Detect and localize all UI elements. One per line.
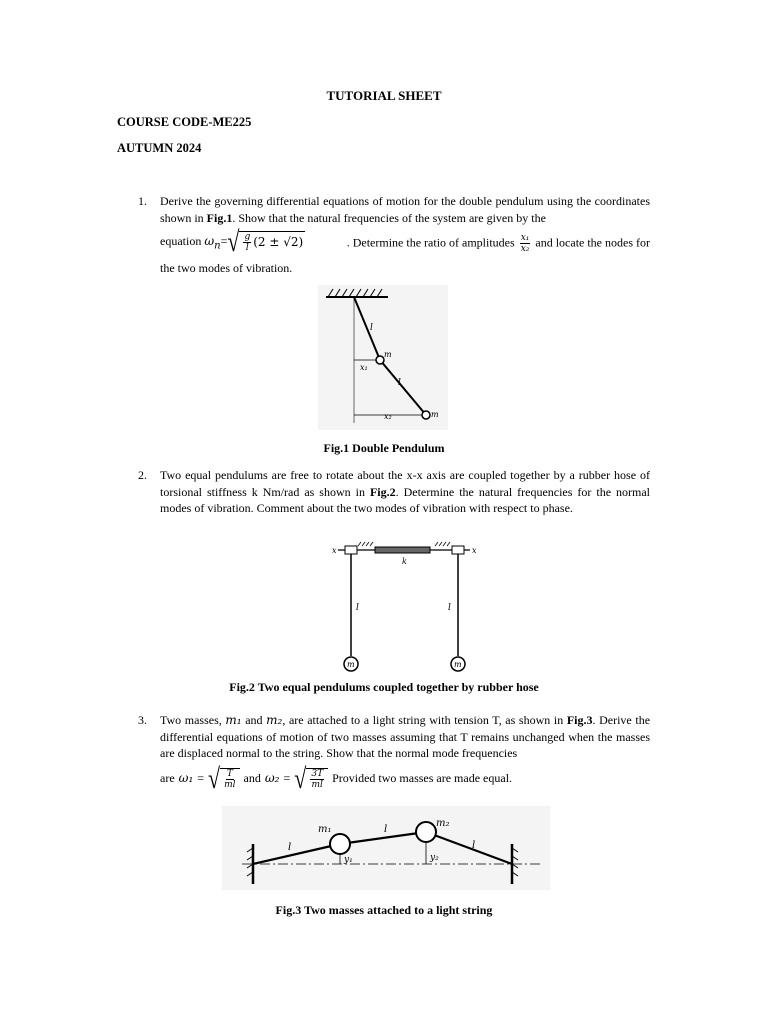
figure-2-caption: Fig.2 Two equal pendulums coupled together by rubber hose xyxy=(229,680,539,694)
question-number: 3. xyxy=(138,713,147,727)
mass-m2: m₂ xyxy=(266,713,283,727)
question-text: Two equal pendulums are free to rotate about the x-x axis are coupled together by a rubber hose of torsional stiffness k Nm/rad as shown in xyxy=(160,468,650,499)
fig3-label-l1: l xyxy=(288,842,292,853)
figure-1-caption: Fig.1 Double Pendulum xyxy=(323,441,445,455)
question-2 xyxy=(138,467,650,517)
fig1-label-m2: m xyxy=(431,410,439,419)
figure-3-two-masses-string xyxy=(222,806,550,890)
question-text: and xyxy=(243,771,261,786)
fig3-label-m2: m₂ xyxy=(436,818,450,829)
sheet-title: TUTORIAL SHEET xyxy=(326,88,442,103)
fig2-label-x-right: x xyxy=(472,546,477,555)
sqrt-expression-1: √ $\frac{T}{ml}$ xyxy=(208,768,240,790)
fig1-label-m1: m xyxy=(384,350,392,359)
question-text: and xyxy=(241,713,267,727)
question-text: . Determine the ratio of amplitudes xyxy=(346,234,515,249)
question-text: . Derive the differential equations of motion of two masses assuming that T remains unchanged when the masses are displaced normal to the string. Show that the normal mode frequencies xyxy=(160,713,651,760)
omega-1: ω₁ xyxy=(178,771,194,786)
question-text: . Determine the natural frequencies for the normal modes of vibration. Comment about the two modes of vibration with respect to phase. xyxy=(160,484,651,515)
fig3-label-y1: y₁ xyxy=(344,855,353,865)
omega-2: ω₂ xyxy=(264,771,280,786)
sqrt-expression: √ $\frac{g}{l}$ (2 ± √2) xyxy=(227,225,304,258)
question-1 xyxy=(138,193,650,277)
equals-sign: = xyxy=(283,771,291,786)
fig2-label-l-left: l xyxy=(356,603,359,613)
fig3-label-l2: l xyxy=(384,824,388,835)
fig2-label-l-right: l xyxy=(448,603,451,613)
equals-sign: = xyxy=(197,771,205,786)
fig1-label-x2: x₂ xyxy=(384,412,392,421)
mass-m1: m₁ xyxy=(225,713,242,727)
course-code: COURSE CODE-ME225 xyxy=(117,115,252,129)
omega-n: $\omega_n$ xyxy=(204,233,221,252)
question-text: . Show that the natural frequencies of the system are given by the xyxy=(232,210,546,225)
fig2-label-m-right: m xyxy=(454,660,462,669)
amplitude-ratio: $\frac{\text{x₁}}{\text{x₂}}$ xyxy=(520,232,530,254)
fig1-label-l2: l xyxy=(398,378,401,388)
figure-reference: Fig.2 xyxy=(369,484,396,499)
fig1-label-l1: l xyxy=(370,323,373,333)
question-text: Provided two masses are made equal. xyxy=(332,771,513,786)
fig3-label-y2: y₂ xyxy=(430,853,439,863)
equation-intro: equation xyxy=(160,233,202,248)
figure-reference: Fig.3 xyxy=(566,713,593,727)
question-text: are xyxy=(160,771,175,786)
figure-2-coupled-pendulums xyxy=(330,540,480,675)
question-text: , are attached to a light string with tension T, as shown in xyxy=(282,713,567,727)
term: AUTUMN 2024 xyxy=(117,141,202,155)
equals-sign: = xyxy=(220,233,228,248)
fig1-label-x1: x₁ xyxy=(360,363,368,372)
question-text: and locate the nodes for xyxy=(535,234,650,249)
fig3-label-m1: m₁ xyxy=(318,824,332,835)
fig2-label-x-left: x xyxy=(332,546,337,555)
question-number: 2. xyxy=(138,468,147,482)
fig3-label-l3: l xyxy=(472,840,476,851)
figure-3-caption: Fig.3 Two masses attached to a light string xyxy=(275,903,493,917)
mode-frequencies-line xyxy=(160,762,650,796)
question-text: Two masses, xyxy=(160,713,226,727)
question-number: 1. xyxy=(138,194,147,208)
frequency-equation-line xyxy=(160,226,650,260)
fig2-label-m-left: m xyxy=(347,660,355,669)
sqrt-expression-2: √ $\frac{3T}{ml}$ xyxy=(294,768,328,790)
question-3 xyxy=(138,712,650,796)
fig2-label-k: k xyxy=(402,557,407,566)
question-text: the two modes of vibration. xyxy=(160,261,293,275)
question-text: Derive the governing differential equations of motion for the double pendulum using the coordinates shown in xyxy=(160,194,650,225)
figure-1-double-pendulum xyxy=(318,285,448,430)
figure-reference: Fig.1 xyxy=(206,210,233,225)
